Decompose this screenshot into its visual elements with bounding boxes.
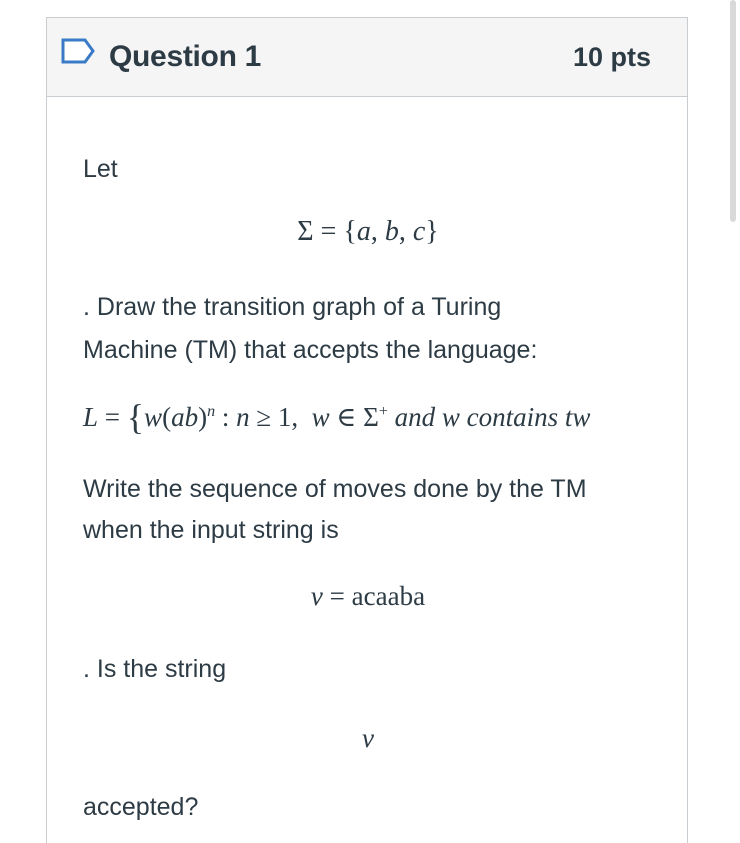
- write-instruction-line1: Write the sequence of moves done by the TM: [83, 475, 587, 503]
- draw-instruction-line1: . Draw the transition graph of a Turing: [83, 293, 502, 321]
- sigma-definition: Σ = {a, b, c}: [297, 216, 439, 247]
- question-title: Question 1: [109, 40, 262, 73]
- question-points: 10 pts: [572, 42, 651, 72]
- accepted-text: accepted?: [83, 793, 199, 821]
- language-definition: L = {w(ab)$^n$ : n ≥ 1, w ∈ Σ+ and w contains tw: [83, 397, 591, 437]
- draw-instruction-line2: Machine (TM) that accepts the language:: [83, 336, 538, 364]
- flag-question-icon[interactable]: [61, 38, 95, 64]
- input-string-definition: v = acaaba: [310, 581, 426, 611]
- write-instruction-line2: when the input string is: [83, 516, 339, 544]
- question-card: [46, 17, 688, 843]
- v-symbol: v: [362, 723, 374, 753]
- question-header: [47, 18, 687, 97]
- is-string-text: . Is the string: [83, 655, 227, 683]
- scrollbar-thumb[interactable]: [730, 0, 736, 222]
- let-text: Let: [83, 155, 118, 183]
